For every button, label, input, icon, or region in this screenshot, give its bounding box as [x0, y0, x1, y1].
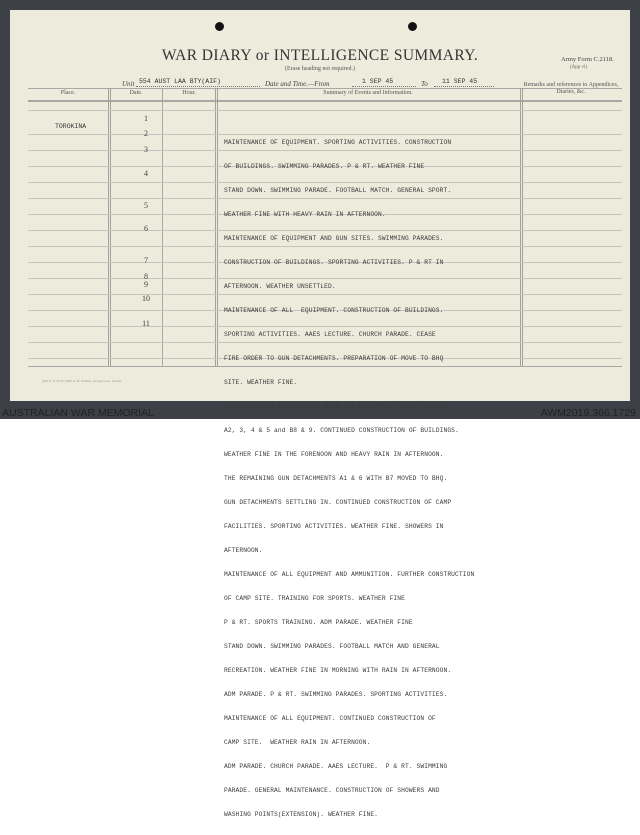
summary-line: ADM PARADE. CHURCH PARADE. AAES LECTURE. P & RT. SWIMMING — [224, 763, 448, 770]
summary-line: THE REMAINING GUN DETACHMENTS A1 & 6 WITH B7 MOVED TO BHQ. — [224, 475, 448, 482]
ruled-line — [28, 110, 622, 111]
summary-line: MAINTENANCE OF ALL EQUIPMENT. CONTINUED CONSTRUCTION OF — [224, 715, 436, 722]
date-cell: 10 — [142, 294, 150, 303]
summary-line: A2, 3, 4 & 5 and B8 & 9. CONTINUED CONSTRUCTION OF BUILDINGS. — [224, 427, 459, 434]
summary-line: WEATHER FINE WITH HEAVY RAIN IN AFTERNOON. — [224, 211, 386, 218]
summary-line: SPORTING ACTIVITIES. AAES LECTURE. CHURCH PARADE. CEASE — [224, 331, 436, 338]
column-divider — [215, 88, 218, 366]
summary-line: AFTERNOON. — [224, 547, 263, 554]
date-cell: 4 — [144, 169, 148, 178]
summary-line: OF BUILDINGS. SWIMMING PARADES. P & RT. WEATHER FINE — [224, 163, 425, 170]
date-cell: 11 — [142, 319, 150, 328]
date-cell: 3 — [144, 145, 148, 154]
date-cell: 7 — [144, 256, 148, 265]
summary-line: AFTERNOON. WEATHER UNSETTLED. — [224, 283, 336, 290]
summary-line: P & RT. SPORTS TRAINING. ADM PARADE. WEATHER FINE — [224, 619, 413, 626]
printer-imprint: (6815) 11.43 W 6300 A. H. Pettifer, Acting Govt. Printer. — [42, 379, 123, 383]
summary-line: MAINTENANCE OF ALL EQUIPMENT AND AMMUNITION. FURTHER CONSTRUCTION — [224, 571, 475, 578]
date-cell: 2 — [144, 129, 148, 138]
place-value: TOROKINA — [55, 123, 87, 130]
table-header-rule — [28, 100, 622, 102]
from-date: 1 SEP 45 — [362, 78, 394, 85]
archive-reference: AWM2019.366.1729 — [540, 407, 636, 419]
summary-line: OF CAMP SITE. TRAINING FOR SPORTS. WEATHER FINE — [224, 595, 405, 602]
punch-hole — [215, 22, 224, 31]
column-divider — [108, 88, 111, 366]
page-subtitle: (Erase heading not required.) — [285, 66, 355, 72]
remarks-column-header: Remarks and references to Appendices, Diaries, &c. — [523, 82, 619, 95]
date-cell: 9 — [144, 280, 148, 289]
summary-line: WASHING POINTS(EXTENSION). WEATHER FINE. — [224, 811, 379, 818]
summary-line: CAMP SITE. WEATHER RAIN IN AFTERNOON. — [224, 739, 371, 746]
summary-column-header: Summary of Events and Information. — [323, 90, 413, 96]
summary-line: PARADE. GENERAL MAINTENANCE. CONSTRUCTION OF SHOWERS AND — [224, 787, 440, 794]
summary-line: WEATHER FINE IN THE FORENOON AND HEAVY RAIN IN AFTERNOON. — [224, 451, 444, 458]
summary-line: STAND DOWN. SWIMMING PARADE. FOOTBALL MATCH. GENERAL SPORT. — [224, 187, 452, 194]
summary-line: MAINTENANCE OF EQUIPMENT AND GUN SITES. SWIMMING PARADES. — [224, 235, 444, 242]
column-divider — [520, 88, 523, 366]
to-label: To — [421, 80, 428, 88]
summary-line: GUN DETACHMENTS SETTLING IN. CONTINUED CONSTRUCTION OF CAMP — [224, 499, 452, 506]
from-underline — [352, 86, 416, 87]
unit-label: Unit — [122, 80, 135, 88]
date-column-header: Date. — [129, 90, 143, 96]
date-cell: 8 — [144, 272, 148, 281]
summary-line: MAINTENANCE OF ALL EQUIPMENT. CONSTRUCTION OF BUILDINGS. — [224, 307, 444, 314]
summary-text — [224, 123, 514, 835]
summary-line: THE FOLLOWING DETACHMENTS WITH ALL EQUIPMENT MOVED TO BHQ: — [224, 403, 448, 410]
summary-line: MAINTENANCE OF EQUIPMENT. SPORTING ACTIVITIES. CONSTRUCTION — [224, 139, 452, 146]
place-column-header: Place. — [60, 90, 76, 96]
date-cell: 1 — [144, 114, 148, 123]
to-underline — [434, 86, 494, 87]
unit-value: 554 AUST LAA BTY(AIF) — [139, 78, 221, 85]
summary-line: STAND DOWN. SWIMMING PARADES. FOOTBALL MATCH AND GENERAL — [224, 643, 440, 650]
summary-line: SITE. WEATHER FINE. — [224, 379, 298, 386]
unit-underline — [136, 86, 260, 87]
page-title: WAR DIARY or INTELLIGENCE SUMMARY. — [161, 47, 479, 64]
date-cell: 6 — [144, 224, 148, 233]
army-form-number: Army Form C.2118. — [561, 56, 614, 63]
summary-line: ADM PARADE. P & RT. SWIMMING PARADES. SPORTING ACTIVITIES. — [224, 691, 448, 698]
army-form-sub: (App vi) — [570, 65, 588, 70]
date-cell: 5 — [144, 201, 148, 210]
summary-line: FACILITIES. SPORTING ACTIVITIES. WEATHER FINE. SHOWERS IN — [224, 523, 444, 530]
summary-line: CONSTRUCTION OF BUILDINGS. SPORTING ACTIVITIES. P & RT IN — [224, 259, 444, 266]
summary-line: RECREATION. WEATHER FINE IN MORNING WITH RAIN IN AFTERNOON. — [224, 667, 452, 674]
to-date: 11 SEP 45 — [442, 78, 478, 85]
date-label: Date and Time.—From — [265, 80, 330, 88]
archive-caption: AUSTRALIAN WAR MEMORIAL — [2, 407, 154, 419]
hour-column-header: Hour. — [182, 90, 196, 96]
punch-hole — [408, 22, 417, 31]
summary-line: FIRE ORDER TO GUN DETACHMENTS. PREPARATION OF MOVE TO BHQ — [224, 355, 444, 362]
